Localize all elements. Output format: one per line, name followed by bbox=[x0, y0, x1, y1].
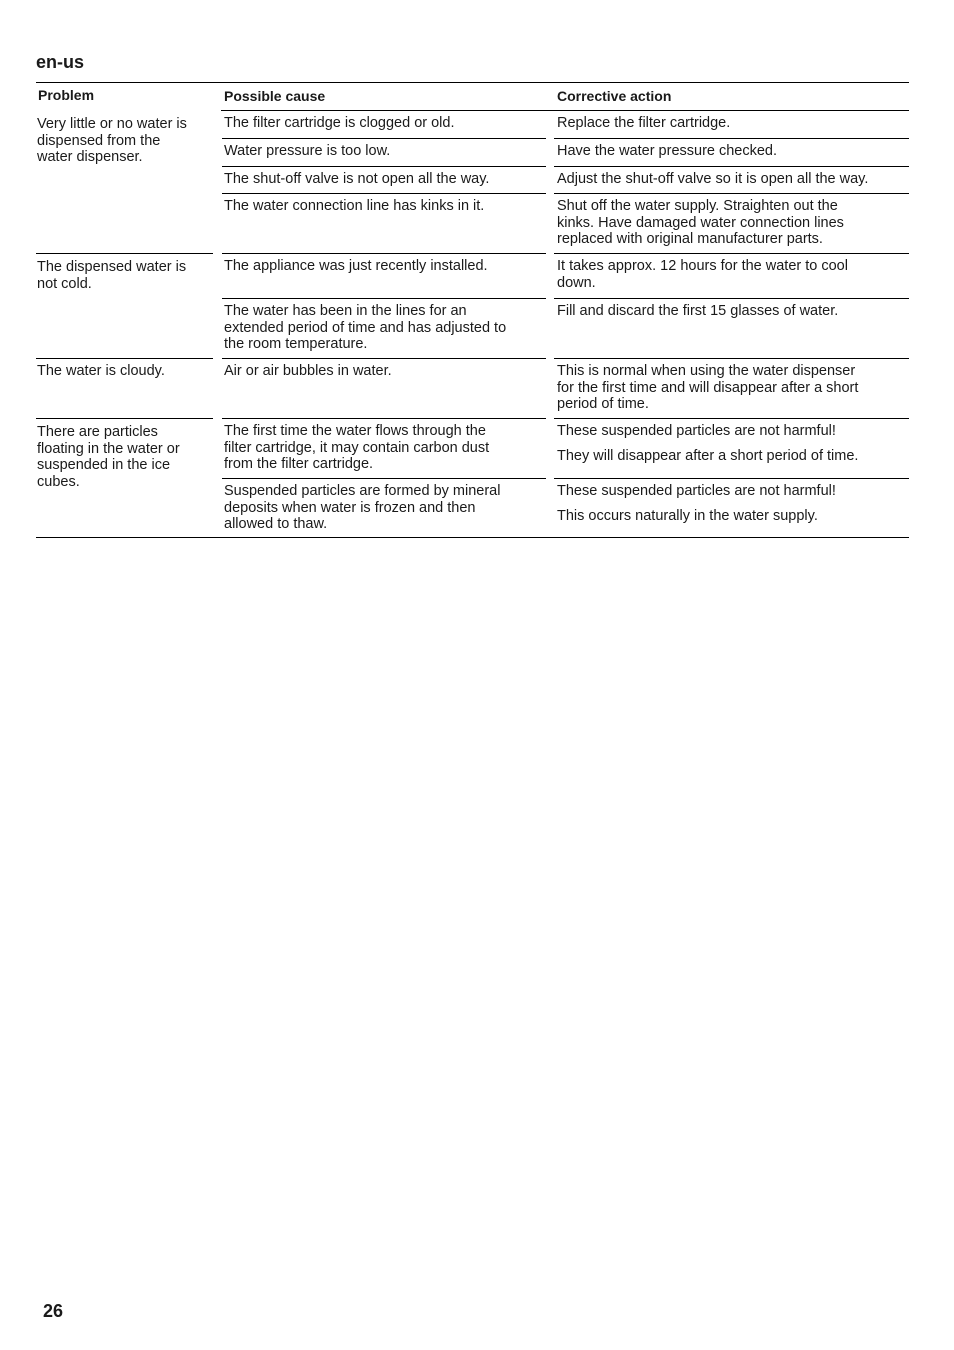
table-bottom-rule bbox=[36, 537, 909, 538]
cause-divider bbox=[222, 166, 546, 167]
cause-cell: Water pressure is too low. bbox=[224, 143, 391, 159]
cause-cell: The filter cartridge is clogged or old. bbox=[224, 115, 455, 131]
action-divider bbox=[554, 358, 909, 359]
problem-cell: Very little or no water is dispensed from the water dispenser. bbox=[37, 116, 187, 165]
action-cell: This occurs naturally in the water supply. bbox=[557, 508, 818, 524]
action-divider bbox=[554, 478, 909, 479]
header-corrective-action: Corrective action bbox=[557, 88, 672, 104]
action-cell: They will disappear after a short period of time. bbox=[557, 448, 859, 464]
action-cell: This is normal when using the water dispenser for the first time and will disappear after a short period of time. bbox=[557, 363, 859, 412]
problem-divider bbox=[36, 418, 213, 419]
cause-cell: The water connection line has kinks in it. bbox=[224, 198, 485, 214]
cause-cell: Air or air bubbles in water. bbox=[224, 363, 392, 379]
action-cell: These suspended particles are not harmful! bbox=[557, 423, 836, 439]
action-divider bbox=[554, 138, 909, 139]
action-divider bbox=[554, 253, 909, 254]
action-divider bbox=[554, 193, 909, 194]
cause-cell: The first time the water flows through the filter cartridge, it may contain carbon dust from the filter cartridge. bbox=[224, 423, 490, 472]
cause-divider bbox=[222, 138, 546, 139]
cause-cell: Suspended particles are formed by mineral deposits when water is frozen and then allowed to thaw. bbox=[224, 483, 501, 532]
problem-cell: There are particles floating in the water or suspended in the ice cubes. bbox=[37, 424, 180, 490]
cause-cell: The shut-off valve is not open all the way. bbox=[224, 171, 490, 187]
table-top-rule bbox=[36, 82, 909, 83]
action-cell: Adjust the shut-off valve so it is open all the way. bbox=[557, 171, 869, 187]
problem-divider bbox=[36, 253, 213, 254]
cause-divider bbox=[222, 418, 546, 419]
cause-divider bbox=[222, 193, 546, 194]
action-cell: Fill and discard the first 15 glasses of water. bbox=[557, 303, 839, 319]
cause-divider bbox=[222, 478, 546, 479]
cause-cell: The appliance was just recently installed. bbox=[224, 258, 488, 274]
action-divider bbox=[554, 166, 909, 167]
action-cell: Replace the filter cartridge. bbox=[557, 115, 731, 131]
action-divider bbox=[554, 298, 909, 299]
header-possible-cause: Possible cause bbox=[224, 88, 326, 104]
problem-cell: The water is cloudy. bbox=[37, 363, 165, 379]
action-cell: It takes approx. 12 hours for the water to cool down. bbox=[557, 258, 848, 291]
action-cell: These suspended particles are not harmful! bbox=[557, 483, 836, 499]
header-divider bbox=[221, 110, 909, 111]
cause-divider bbox=[222, 298, 546, 299]
language-code: en-us bbox=[36, 52, 85, 72]
problem-divider bbox=[36, 358, 213, 359]
problem-cell: The dispensed water is not cold. bbox=[37, 259, 187, 292]
action-divider bbox=[554, 418, 909, 419]
header-problem: Problem bbox=[38, 87, 95, 103]
action-cell: Have the water pressure checked. bbox=[557, 143, 778, 159]
cause-cell: The water has been in the lines for an extended period of time and has adjusted to the room temperature. bbox=[224, 303, 507, 352]
action-cell: Shut off the water supply. Straighten out the kinks. Have damaged water connection lines replaced with original manufacturer parts. bbox=[557, 198, 844, 247]
cause-divider bbox=[222, 253, 546, 254]
page-number: 26 bbox=[43, 1301, 64, 1321]
cause-divider bbox=[222, 358, 546, 359]
